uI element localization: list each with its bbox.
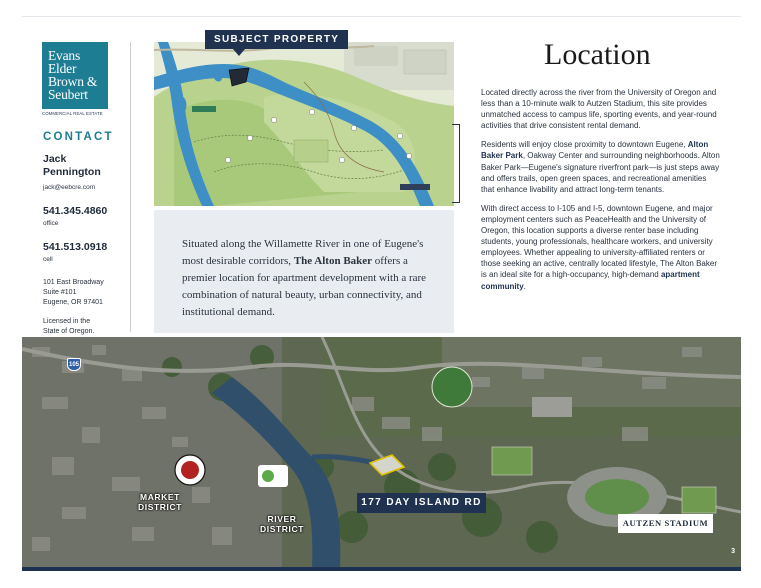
license-note: Licensed in the State of Oregon.	[43, 318, 95, 335]
address-line: Eugene, OR 97401	[43, 299, 103, 306]
column-divider	[130, 42, 131, 332]
quote-part: Situated along the Willamette River in one of Eugene's most desirable corridors,	[182, 238, 424, 267]
contact-heading: CONTACT	[43, 131, 114, 143]
park-map-graphic	[154, 42, 454, 206]
river-district-label	[260, 514, 304, 534]
district-label-line: MARKET	[140, 492, 180, 502]
intro-quote	[182, 236, 434, 321]
office-phone[interactable]: 541.345.4860	[43, 205, 108, 217]
office-address	[43, 278, 125, 308]
paragraph-text: With direct access to I-105 and I-5, downtown Eugene, and major employment centers such as PeaceHealth and the University of Oregon, this location supports a diverse renter base including students, young professionals, healthcare workers, and university employees. Whether appealing to university-affiliated renters or those seeking an active, centrally located lifestyle, The Alton Baker is an ideal site for a high-occupancy, high-demand	[481, 203, 717, 280]
market-district-label	[138, 492, 182, 512]
apartment-community-link[interactable]: apartment community	[481, 270, 700, 291]
location-paragraph	[481, 203, 721, 292]
page-title: Location	[544, 38, 651, 71]
location-paragraph	[481, 139, 721, 194]
quote-highlight: The Alton Baker	[293, 255, 373, 267]
contact-name: Jack Pennington	[43, 153, 101, 178]
district-label-line: DISTRICT	[260, 524, 304, 534]
bottom-bar	[22, 567, 741, 571]
quote-part: offers a premier location for apartment development with a rare combination of natural beauty, urban connectivity, and institutional demand.	[182, 255, 427, 318]
park-site-map	[154, 42, 454, 206]
paragraph-text: .	[523, 281, 526, 291]
address-line: 101 East Broadway	[43, 279, 104, 286]
office-phone-label: office	[43, 220, 59, 227]
logo-line: Evans	[48, 48, 80, 63]
logo-line: Seubert	[48, 87, 88, 102]
district-label-line: RIVER	[267, 514, 297, 524]
page-number: 3	[731, 548, 735, 555]
site-address-badge: 177 DAY ISLAND RD	[357, 493, 486, 513]
paragraph-text: , Oakway Center and surrounding neighborhoods. Alton Baker Park—Eugene's signature riverfront park—is just steps away and offers trails, open green spaces, and recreational amenities that enhance livability and attract long-term tenants.	[481, 151, 720, 194]
logo-line: Brown &	[48, 74, 98, 89]
contact-panel	[43, 131, 125, 337]
cell-phone-label: cell	[43, 256, 53, 263]
company-logo[interactable]	[42, 42, 108, 109]
alton-baker-park-link[interactable]: Alton Baker Park	[481, 140, 709, 161]
paragraph-text: Residents will enjoy close proximity to downtown Eugene,	[481, 140, 688, 150]
intro-quote-panel	[154, 210, 454, 333]
map-callout-bracket	[452, 124, 460, 203]
logo-line: Elder	[48, 61, 77, 76]
location-description	[481, 87, 721, 300]
contact-email[interactable]: jack@eebcre.com	[43, 184, 96, 191]
district-label-line: DISTRICT	[138, 502, 182, 512]
interstate-105-shield: 105	[67, 358, 81, 371]
subject-property-badge: SUBJECT PROPERTY	[205, 30, 348, 49]
top-rule	[22, 16, 741, 17]
location-paragraph: Located directly across the river from the University of Oregon and less than a 10-minute walk to Autzen Stadium, this site provides unmatched access to campus life, sporting events, and year-round activities that drive consistent rental demand.	[481, 88, 717, 131]
address-line: Suite #101	[43, 289, 77, 296]
autzen-stadium-badge: AUTZEN STADIUM	[618, 514, 713, 533]
cell-phone[interactable]: 541.513.0918	[43, 241, 108, 253]
logo-tagline: COMMERCIAL REAL ESTATE	[42, 111, 103, 116]
